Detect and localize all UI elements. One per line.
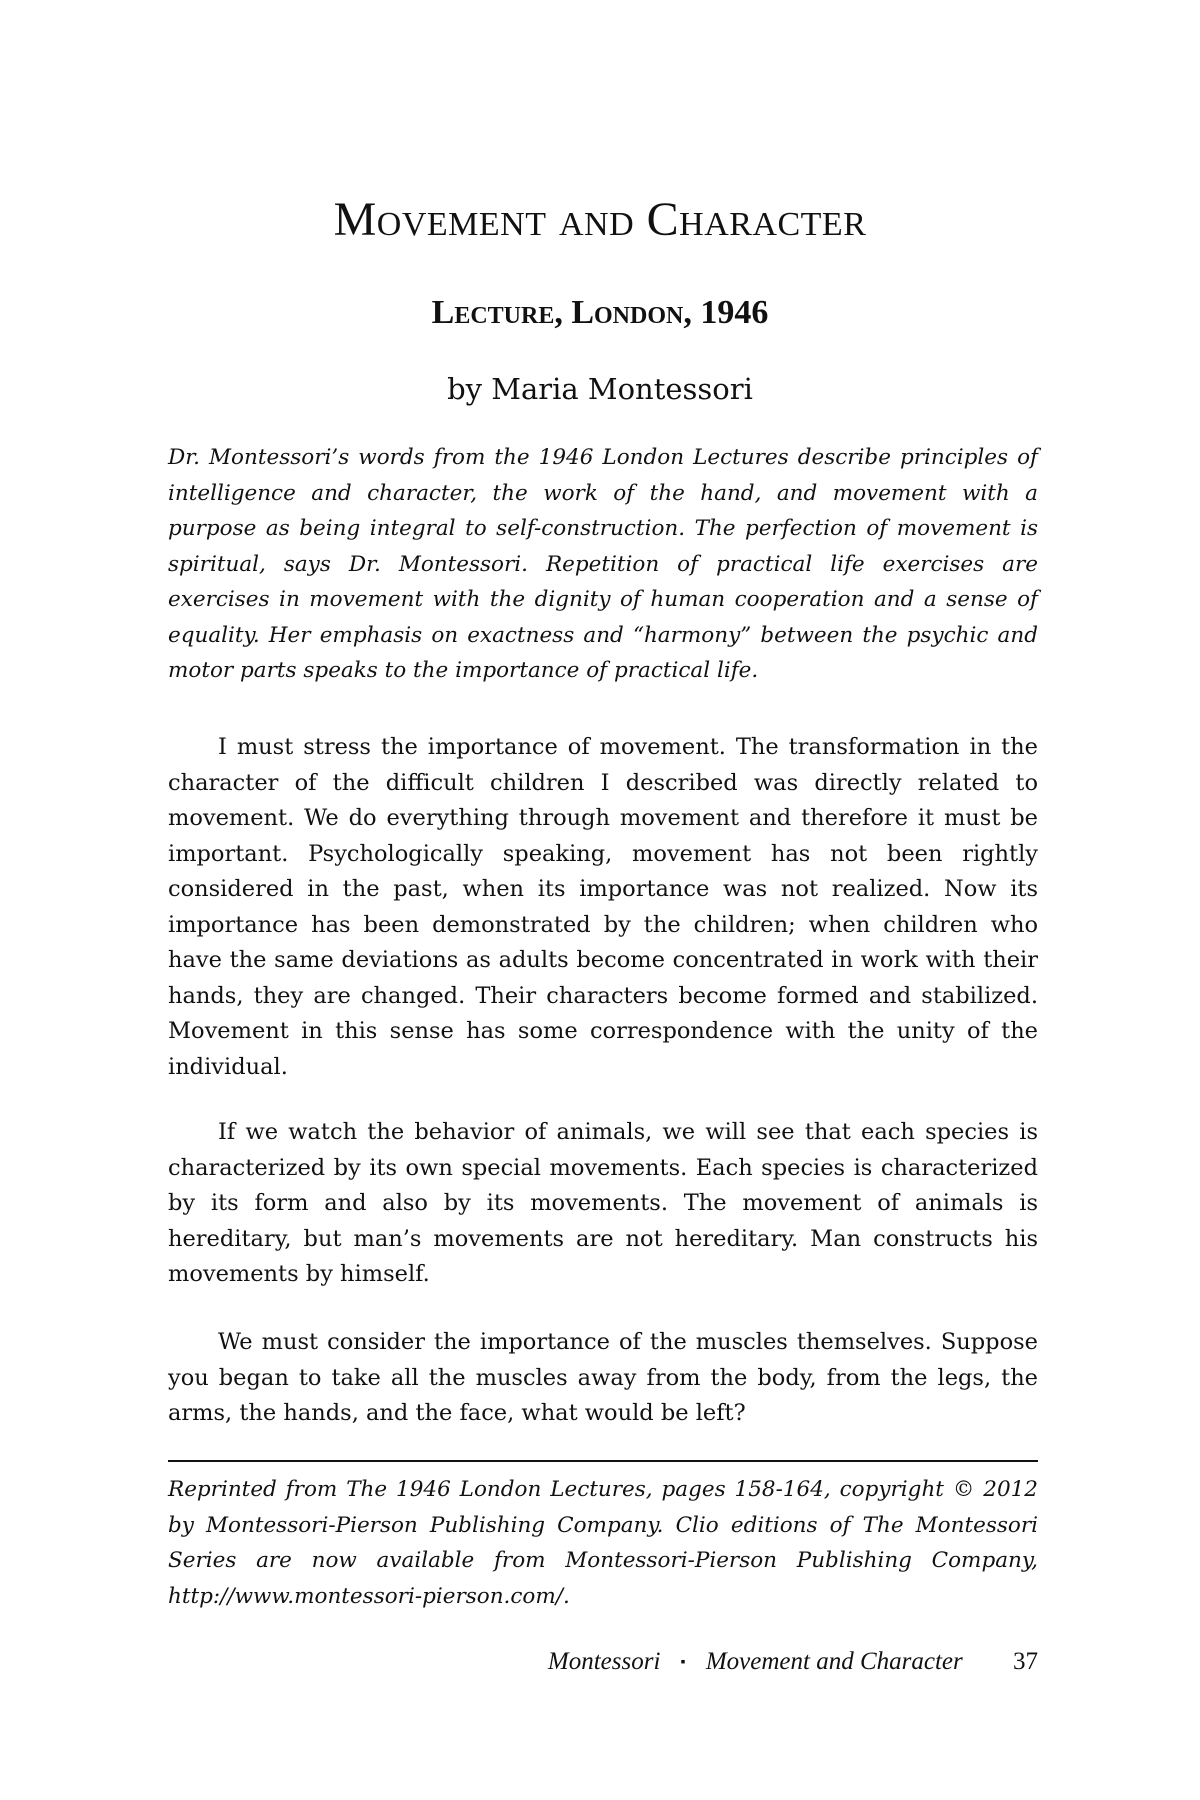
abstract: Dr. Montessori’s words from the 1946 London Lectures describe principles of intelligence and character, the work of the hand, and movement with a purpose as being integral to self-construction. The perfection of movement is spiritual, says Dr. Montessori. Repetition of practical life exercises are exercises in movement with the dignity of human cooperation and a sense of equality. Her emphasis on exactness and “harmony” between the psychic and motor parts speaks to the importance of practical life. (168, 445, 1038, 683)
paragraph-text: We must consider the importance of the muscles themselves. Suppose you began to take all the muscles away from the body, from the legs, the arms, the hands, and the face, what would be left? (168, 1329, 1038, 1426)
page-number: 37 (1013, 1648, 1038, 1675)
paragraph-text: I must stress the importance of movement. The transformation in the character of the difficult children I described was directly related to movement. We do everything through movement and therefore it must be important. Psychologically speaking, movement has not been rightly considered in the past, when its importance was not realized. Now its importance has been demonstrated by the children; when children who have the same deviations as adults become concentrated in work with their hands, they are changed. Their characters become formed and stabilized. Movement in this sense has some correspondence with the unity of the individual. (168, 734, 1038, 1080)
paragraph-text: If we watch the behavior of animals, we will see that each species is characterized by its own special movements. Each species is characterized by its form and also by its movements. The movement of animals is hereditary, but man’s movements are not hereditary. Man constructs his movements by himself. (168, 1119, 1038, 1287)
footer-author: Montessori (547, 1648, 661, 1675)
footnote-divider (168, 1460, 1038, 1462)
running-footer (168, 1648, 1038, 1676)
author-byline: by Maria Montessori (447, 372, 753, 406)
reprint-footnote: Reprinted from The 1946 London Lectures, pages 158-164, copyright © 2012 by Montessori-Pierson Publishing Company. Clio editions of The Montessori Series are now available from Montessori-Pierson Publishing Company, http://www.montessori-pierson.com/. (168, 1477, 1038, 1609)
article-subtitle: Lecture, London, 1946 (431, 294, 769, 331)
body-paragraph-1 (168, 730, 1038, 1085)
article-title: Movement and Character (333, 193, 867, 246)
footer-title: Movement and Character (705, 1648, 963, 1675)
body-paragraph-3 (168, 1325, 1038, 1432)
body-paragraph-2 (168, 1115, 1038, 1293)
footer-separator: ▪ (680, 1655, 686, 1671)
